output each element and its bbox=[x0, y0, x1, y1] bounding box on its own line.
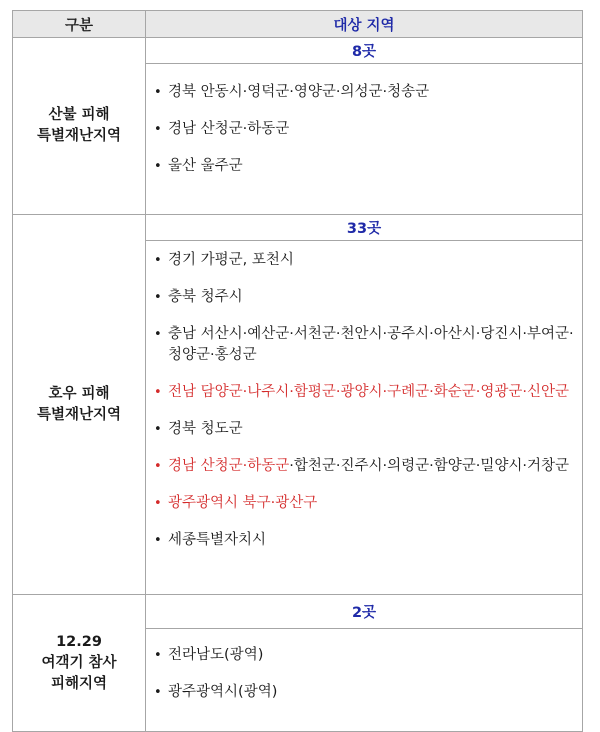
region-list-cell bbox=[146, 629, 583, 732]
table-row-airliner-count bbox=[13, 595, 583, 629]
region-count: 8곳 bbox=[146, 38, 583, 64]
category-cell-wildfire bbox=[13, 38, 146, 215]
category-line: 피해지역 bbox=[50, 675, 108, 692]
list-item: • 경기 가평군, 포천시 bbox=[154, 250, 582, 271]
list-item: • 충북 청주시 bbox=[154, 287, 582, 308]
list-item: • 전라남도(광역) bbox=[154, 645, 582, 666]
region-count: 2곳 bbox=[146, 595, 583, 629]
category-cell-airliner-disaster bbox=[13, 595, 146, 732]
region-list bbox=[146, 645, 582, 703]
list-item: • 경북 안동시·영덕군·영양군·의성군·청송군 bbox=[154, 82, 582, 103]
special-disaster-zone-table bbox=[12, 10, 583, 732]
category-line: 특별재난지역 bbox=[36, 128, 122, 144]
list-item-partially-highlighted: • 경남 산청군·하동군·합천군·진주시·의령군·함양군·밀양시·거창군 bbox=[154, 456, 582, 477]
region-count: 33곳 bbox=[146, 215, 583, 241]
list-item: • 울산 울주군 bbox=[154, 156, 582, 177]
category-cell-heavy-rain bbox=[13, 215, 146, 595]
table-header-row bbox=[13, 11, 583, 38]
list-item: • 충남 서산시·예산군·서천군·천안시·공주시·아산시·당진시·부여군·청양군·홍성군 bbox=[154, 324, 582, 366]
category-line: 12.29 bbox=[56, 633, 102, 650]
column-header-category: 구분 bbox=[13, 11, 146, 38]
region-list-cell bbox=[146, 64, 583, 215]
region-list bbox=[146, 82, 582, 177]
region-list-cell bbox=[146, 241, 583, 595]
category-line: 산불 피해 bbox=[48, 107, 110, 123]
category-line: 여객기 참사 bbox=[41, 654, 117, 671]
list-item-highlighted: • 광주광역시 북구·광산구 bbox=[154, 493, 582, 514]
table-row-rain-count bbox=[13, 215, 583, 241]
list-item: • 경북 청도군 bbox=[154, 419, 582, 440]
category-line: 특별재난지역 bbox=[36, 406, 122, 423]
list-item-highlighted: • 전남 담양군·나주시·함평군·광양시·구례군·화순군·영광군·신안군 bbox=[154, 382, 582, 403]
list-item: • 광주광역시(광역) bbox=[154, 682, 582, 703]
region-list bbox=[146, 250, 582, 551]
column-header-region: 대상 지역 bbox=[146, 11, 583, 38]
list-item: • 세종특별자치시 bbox=[154, 530, 582, 551]
table-row-wildfire-count bbox=[13, 38, 583, 64]
list-item: • 경남 산청군·하동군 bbox=[154, 119, 582, 140]
category-line: 호우 피해 bbox=[48, 385, 110, 402]
